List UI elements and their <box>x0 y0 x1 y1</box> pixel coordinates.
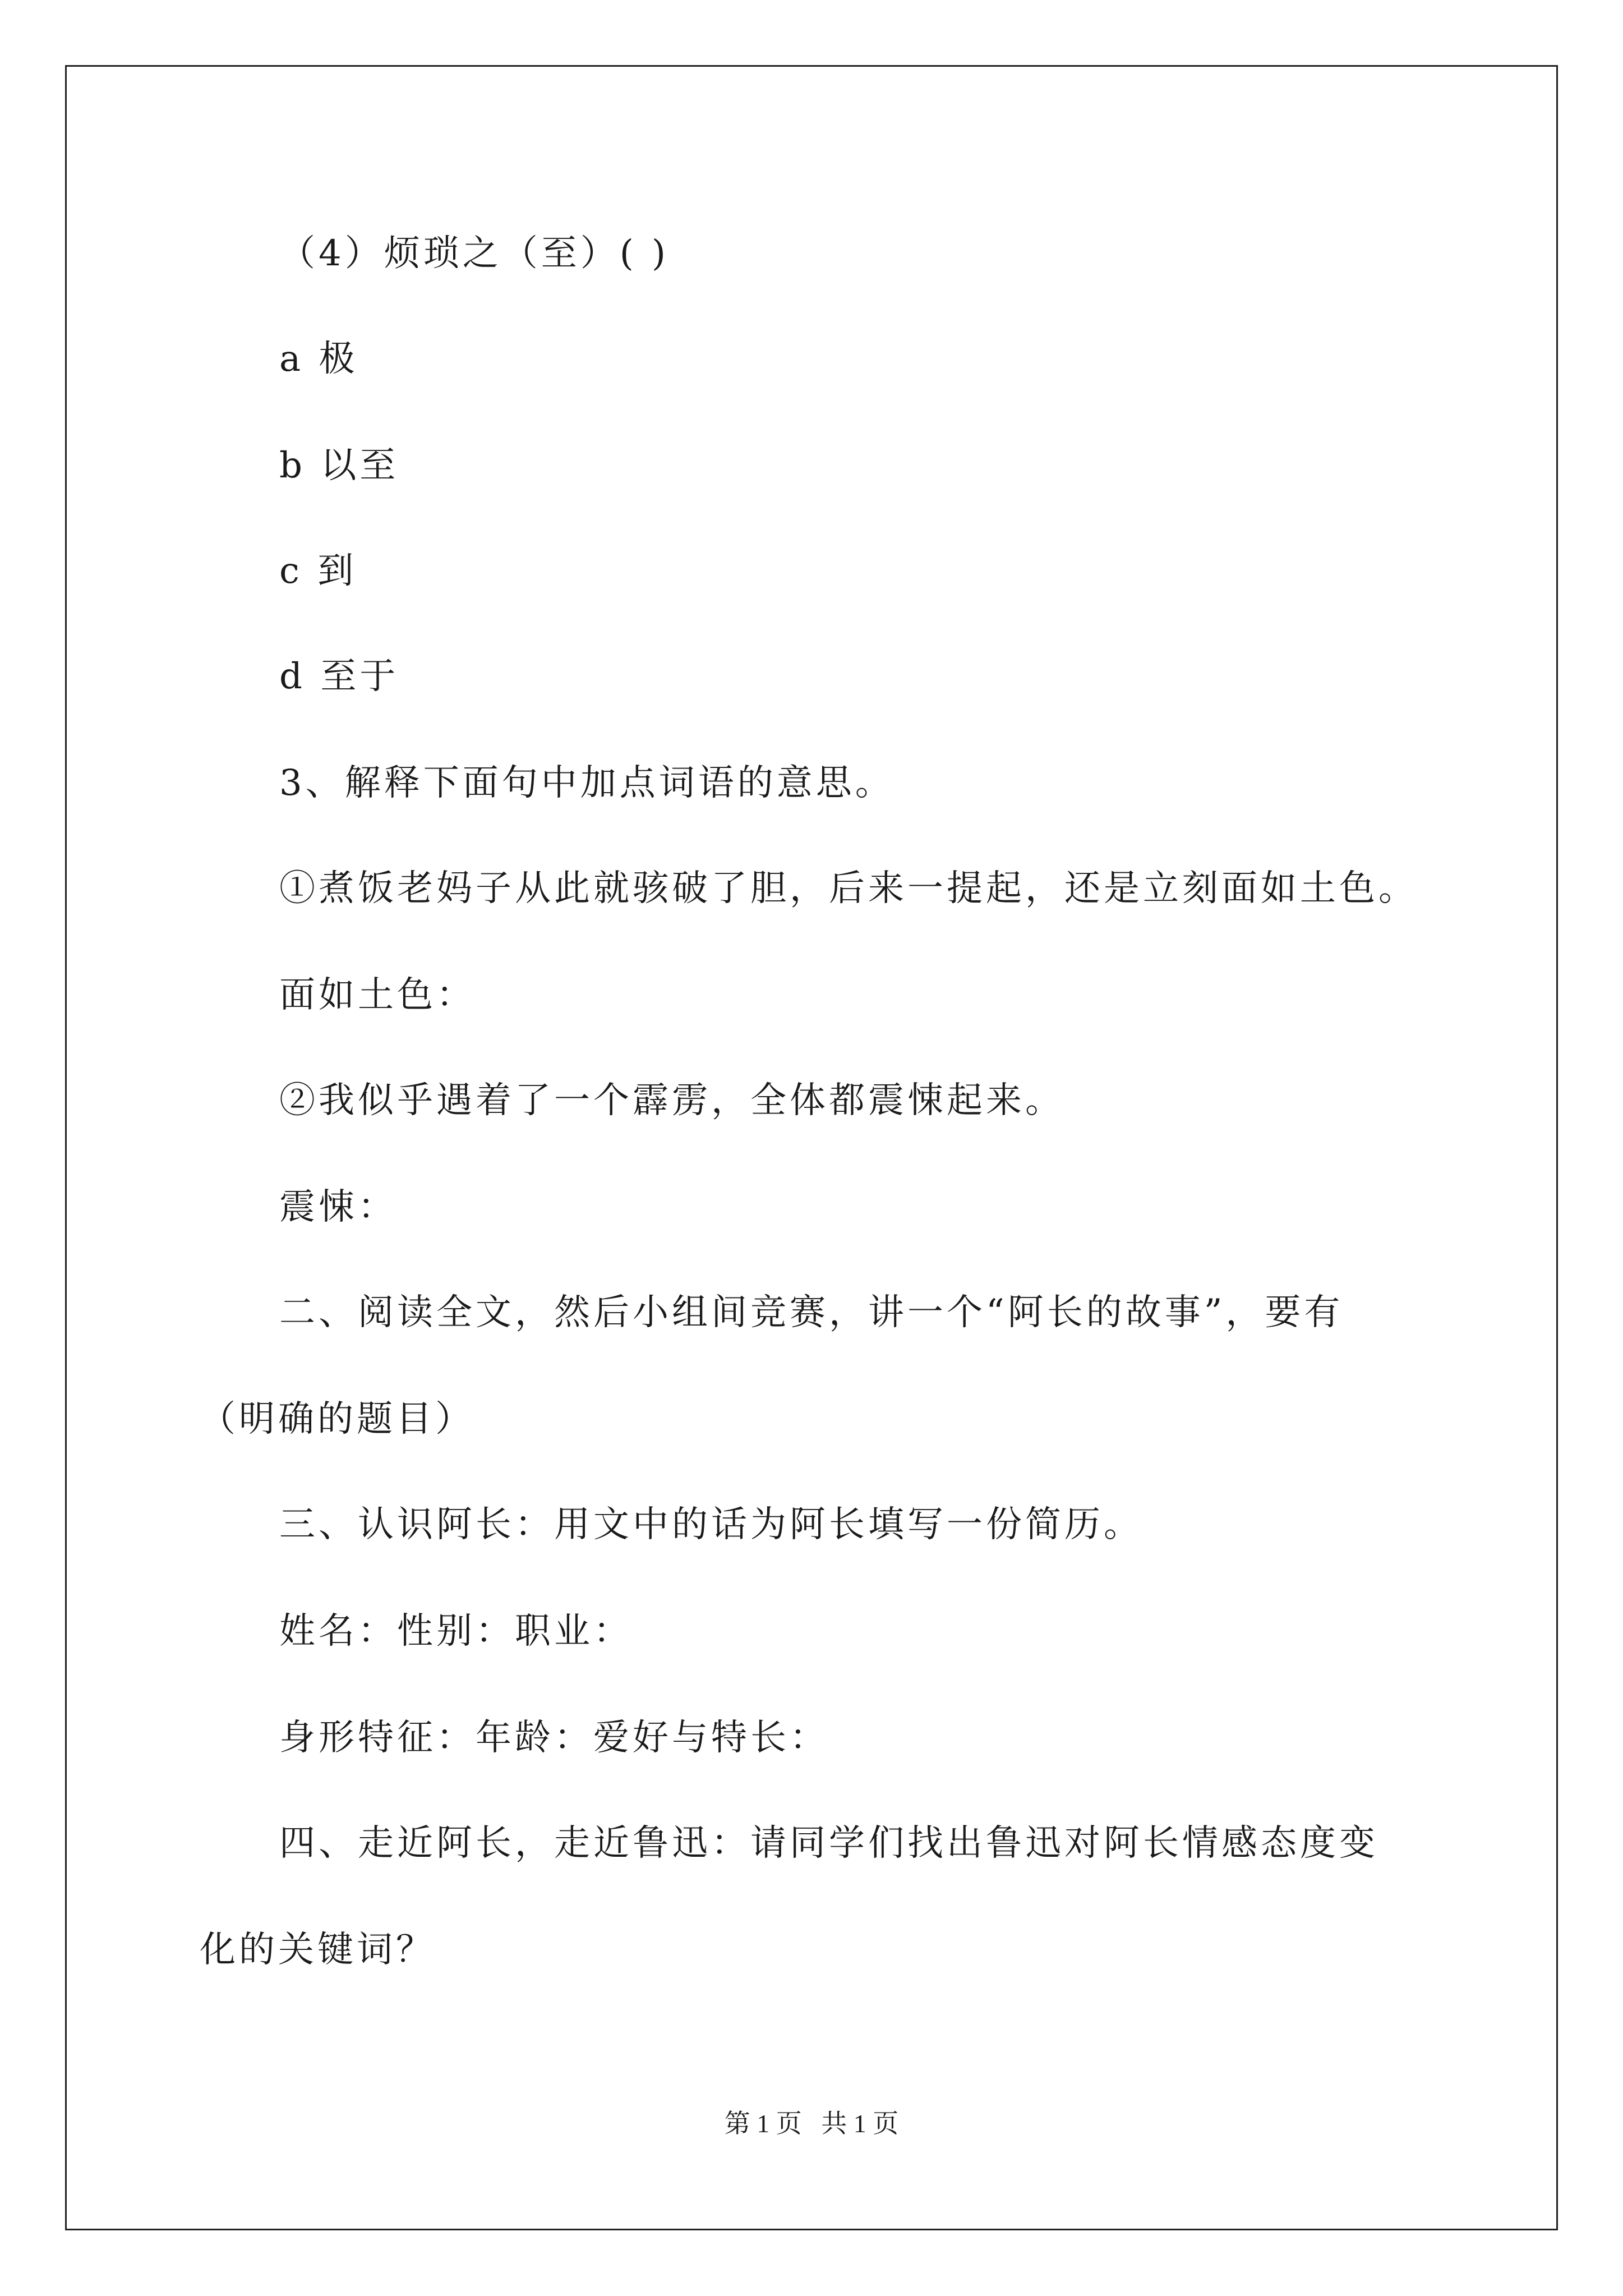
section-2-continuation: （明确的题目） <box>200 1398 474 1440</box>
option-b: b 以至 <box>279 445 399 486</box>
sentence-1: ①煮饭老妈子从此就骇破了胆，后来一提起，还是立刻面如土色。 <box>279 868 1418 909</box>
question-3-heading: 3、解释下面句中加点词语的意思。 <box>279 762 895 804</box>
option-c: c 到 <box>279 550 357 592</box>
term-1-label: 面如土色： <box>279 974 476 1016</box>
section-3-heading: 三、认识阿长：用文中的话为阿长填写一份简历。 <box>279 1504 1143 1545</box>
section-4-heading: 四、走近阿长，走近鲁迅：请同学们找出鲁迅对阿长情感态度变 <box>279 1823 1378 1864</box>
section-2-heading: 二、阅读全文，然后小组间竞赛，讲一个“阿长的故事”，要有 <box>279 1292 1344 1333</box>
resume-fields-2: 身形特征：年龄：爱好与特长： <box>279 1717 829 1759</box>
page-number-footer: 第 1 页 共 1 页 <box>724 2109 899 2138</box>
option-d: d 至于 <box>279 656 399 697</box>
question-4-line: （4）烦琐之（至）( ) <box>279 233 669 274</box>
term-2-label: 震悚： <box>279 1186 397 1228</box>
sentence-2: ②我似乎遇着了一个霹雳，全体都震悚起来。 <box>279 1080 1064 1121</box>
section-4-continuation: 化的关键词？ <box>200 1929 435 1971</box>
page-border <box>65 65 1558 2230</box>
option-a: a 极 <box>279 338 358 380</box>
resume-fields-1: 姓名：性别：职业： <box>279 1611 633 1652</box>
